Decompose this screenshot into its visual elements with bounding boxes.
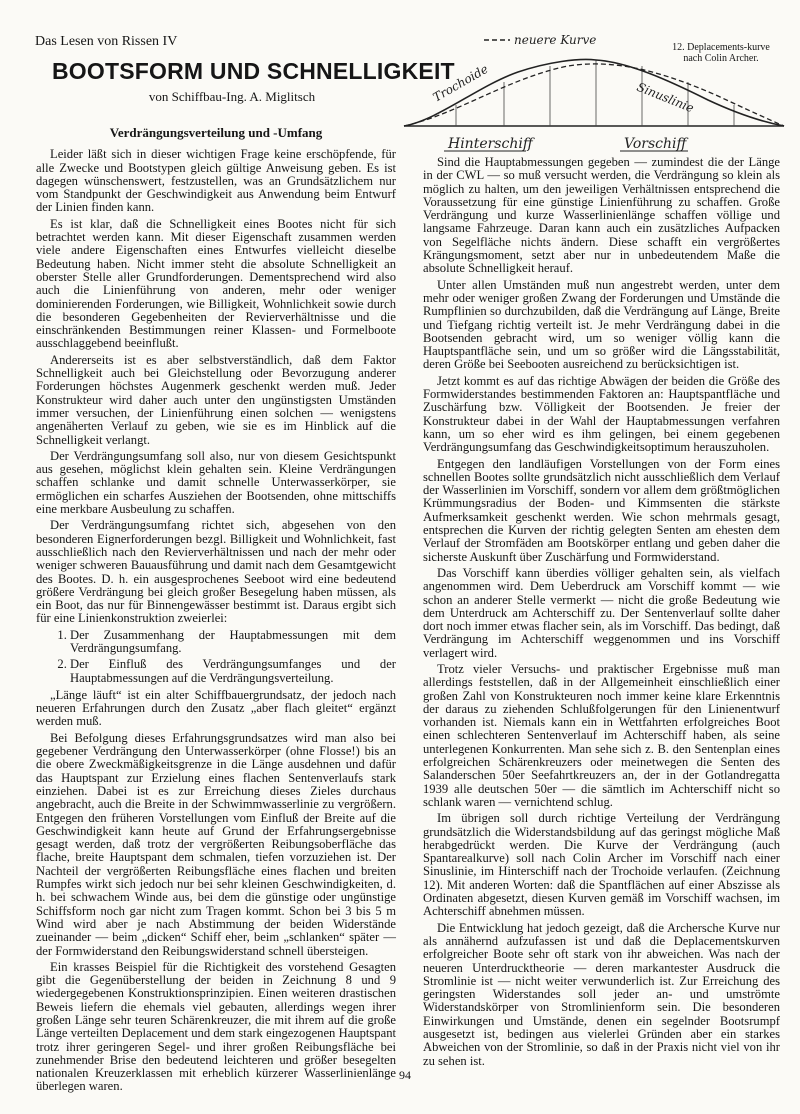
right-paragraph-8: Die Entwicklung hat jedoch gezeigt, daß die Archersche Kurve nur als annähernd aufzufassen ist und daß die Deplacementskurven erfolgreicher Boote sehr oft stark von ihr abweichen. Was nach der neueren Unterdrucktheorie — deren markantester Ausdruck die Stromlinie ist — nicht weiter verwunderlich ist. Zur Erreichung des geringsten Widerstandes soll jeder an- und umströmte Widerstandskörper von Stromlinienform sein. Die besonderen Einwirkungen und Umstände, denen ein segelnder Bootsrumpf ausgesetzt ist, bedingen aus vielerlei Gründen aber ein starkes Abweichen von der Stromlinie, so daß in der Praxis nicht viel von ihr zu sehen ist. [423,920,780,1068]
running-head: Das Lesen von Rissen IV [35,34,178,49]
right-paragraph-3: Jetzt kommt es auf das richtige Abwägen der beiden die Größe des Formwiderstandes bestimmenden Faktoren an: Hauptspantfläche und Zuschärfung bzw. Völligkeit der Bootsenden. Je freier der Konstrukteur dabei in der Wahl der Hauptabmessungen verfahren kann, um so eher wird es ihm gelingen, bei einem gegebenen Verdrängungsumfang das Geschwindigkeitsoptimum herauszuholen. [423,373,780,455]
list-item: 1. Der Zusammenhang der Hauptabmessungen mit dem Verdrängungsumfang. [70,629,396,656]
neuere-kurve-curve [404,61,784,126]
left-column [36,125,396,1094]
figure-caption: 12. Deplacements-kurve nach Colin Archer. [672,42,770,64]
left-paragraph-4: Der Verdrängungsumfang soll also, nur von diesem Gesichtspunkt aus gesehen, möglichst klein gehalten sein. Kleine Verdrängungen schaffen schlanke und damit schnelle Unterwasserkörper, sie ermöglichen ein scharfes Ausziehen der Bootsenden, ohne mittschiffs eine merkbare Ausbeulung zu schaffen. [36,448,396,517]
left-paragraph-6: „Länge läuft“ ist ein alter Schiffbauergrundsatz, der jedoch nach neueren Erfahrungen durch den Zusatz „aber flach gleitet“ ergänzt werden muß. [36,687,396,729]
left-paragraph-5: Der Verdrängungsumfang richtet sich, abgesehen von den besonderen Eignerforderungen bezgl. Billigkeit und Wohnlichkeit, fast ausschließlich nach den Revierverhältnissen und nach der mehr oder weniger schweren Bauausführung und damit nach dem Gesamtgewicht des Bootes. D. h. ein ausgesprochenes Seeboot wird eine bedeutend größere Verdrängung bei gleich großer Besegelung haben müssen, als ein Boot, das nur für Binnengewässer bestimmt ist. Daraus ergibt sich für eine Linienkonstruktion zweierlei: [36,518,396,626]
article-byline: von Schiffbau-Ing. A. Miglitsch [148,89,316,104]
figure-legend-label: neuere Kurve [514,33,597,47]
right-paragraph-6: Trotz vieler Versuchs- und praktischer Ergebnisse muß man allerdings feststellen, daß in der Allgemeinheit einschließlich einer großen Zahl von Konstrukteuren noch immer keine klare Erkenntnis der daraus zu ziehenden Schlußfolgerungen für den Linienentwurf vorhanden ist. Niemals kann ein in Wettfahrten erfolgreiches Boot einen schlechteren Sentenverlauf im Achterschiff haben, als seine unterlegenen Konkurrenten. Man sehe sich z. B. den Sentenplan eines erfolgreichen Schärenkreuzers oder meinetwegen die Senten des Salanderschen 50er Seefahrtkreuzers an, der in der Gotlandregatta 1939 alle deutschen 50er — die sämtlich im Achterschiff nicht so schlank waren — vernichtend schlug. [423,661,780,809]
right-column [423,156,780,1086]
right-paragraph-7: Im übrigen soll durch richtige Verteilung der Verdrängung grundsätzlich die Widerstandsbildung auf das geringst mögliche Maß herabgedrückt werden. Die Kurve der Verdrängung (auch Spantarealkurve) soll nach Colin Archer im Vorschiff nach einer Sinuslinie, im Hinterschiff nach der Trochoide verlaufen. (Zeichnung 12). Mit anderen Worten: daß die Spantflächen auf einer Abszisse als Ordinaten abgesetzt, diesen Kurven gemäß im Vorschiff wachsen, im Achterschiff abnehmen müssen. [423,811,780,919]
page-number: 94 [399,1068,411,1082]
right-paragraph-5: Das Vorschiff kann überdies völliger gehalten sein, als vielfach angenommen wird. Dem Ueberdruck am Vorschiff kommt — wie schon an anderer Stelle vermerkt — nicht die große Bedeutung wie dem Unterdruck am Achterschiff zu. Der Sentenverlauf sollte daher dort noch immer etwas flacher sein, als im Vorschiff. Das bedingt, daß Verdrängung im Achterschiff weggenommen und ins Vorschiff verlagert wird. [423,565,780,660]
left-paragraph-7: Bei Befolgung dieses Erfahrungsgrundsatzes wird man also bei gegebener Verdrängung den Unterwasserkörper (ohne Flosse!) bis an die obere Zweckmäßigkeitsgrenze in die Länge ausdehnen und dafür das Hauptspant zur Erzielung eines flachen Sentenverlaufs stark einziehen. Dabei ist es zur Erreichung dieses Zieles durchaus angebracht, auch die Breite in der Schwimmwasserlinie zu vergrößern. Entgegen den früheren Vorstellungen vom Einfluß der Breite auf die Geschwindigkeit kann heute auf Grund der Erfahrungsergebnisse gesagt werden, daß trotz der vergrößerten Reibungsoberfläche das flache, breite Hauptspant dem schmalen, tiefen vorzuziehen ist. Der Nachteil der vergrößerten Reibungsfläche eines flachen und breiten Rumpfes wirkt sich jedoch nur bei sehr kleinen Geschwindigkeiten, d. h. bei schwachem Winde aus, bei dem die günstige oder ungünstige Schiffsform noch gar nicht zum Tragen kommt. Schon bei 3 bis 5 m Wind wird aber je nach Abstimmung der beiden Widerstände zueinander — beim „dicken“ Schiff eher, beim „schlanken“ später — der Formwiderstand den Reibungswiderstand schnell übersteigen. [36,730,396,958]
left-paragraph-3: Andererseits ist es aber selbstverständlich, daß dem Faktor Schnelligkeit auch bei Gleichstellung oder Bevorzugung anderer Forderungen höchstes Augenmerk geschenkt werden muß. Jeder Konstrukteur wird daher auch unter den ungünstigsten Umständen immer versuchen, der Linienführung einen solchen — wenigstens angenäherten Verlauf zu geben, wie sie es im Hinblick auf die Schnelligkeit verlangt. [36,352,396,447]
article-title: BOOTSFORM UND SCHNELLIGKEIT [52,58,455,84]
sinuslinie-curve [596,60,784,126]
left-paragraph-8: Ein krasses Beispiel für die Richtigkeit des vorstehend Gesagten gibt die Gegenüberstellung der beiden in Zeichnung 8 und 9 wiedergegebenen Konstruktionsprinzipien. Einen weiteren drastischen Beweis liefern die ehemals viel gebauten, allerdings wegen ihrer großen Länge sehr teuren Schärenkreuzer, die mit ihrem auf die große Länge verteilten Deplacement und dem stark eingezogenen Hauptspant trotz ihrer geringeren Segel- und ihrer großen Reibungsfläche bei zunehmender Brise den bedeutend leichteren und größer besegelten nationalen Kreuzerklassen mit erheblich kürzerer Wasserlinienlänge überlegen waren. [36,959,396,1094]
left-paragraph-1: Leider läßt sich in dieser wichtigen Frage keine erschöpfende, für alle Zwecke und Bootstypen gleich gültige Anweisung geben. Es ist dagegen wünschenswert, festzustellen, was an Grundsätzlichem nur vom Standpunkt der Geschwindigkeit aus Anwendung beim Entwurf der Linien finden kann. [36,147,396,215]
right-paragraph-2: Unter allen Umständen muß nun angestrebt werden, unter dem mehr oder weniger großen Zwang der Forderungen und Umstände die Rumpflinien so durchzubilden, daß die Verdrängung auf Länge, Breite und Tiefgang richtig verteilt ist. Je mehr Verdrängung dabei in die Bootsenden gebracht wird, um so weniger völlig kann die Hauptspantfläche sein, und um so größer wird die Längsstabilität, deren Größe bei Seebooten ausreichend zu berücksichtigen ist. [423,277,780,372]
label-trochoide: Trochoide [430,61,491,105]
label-sinuslinie: Sinuslinie [634,79,696,116]
right-paragraph-1: Sind die Hauptabmessungen gegeben — zumindest die der Länge in der CWL — so muß versucht werden, die Verdrängung so klein als möglich zu halten, um den jeweiligen Verhältnissen entsprechend die Voraussetzung für eine günstige Linienführung zu schaffen. Große Verdrängung und kurze Wasserlinienlänge schaffen völlige und langsame Fahrzeuge. Daran kann auch ein zusätzliches Aufpacken von Segelfläche nichts ändern. Diese schafft ein vergrößertes Krängungsmoment, setzt aber nur in unbedeutendem Maße die absolute Schnelligkeit herauf. [423,155,780,276]
label-hinterschiff: Hinterschiff [448,136,533,152]
right-paragraph-4: Entgegen den landläufigen Vorstellungen von der Form eines schnellen Bootes sollte grundsätzlich nicht ausschließlich dem Verlauf der Wasserlinien im Vorschiff, sondern vor allem dem größtmöglichen Krümmungsradius der Boden- und Kimmsenten die stärkste Aufmerksamkeit geschenkt werden. Wie schon mehrmals gesagt, entsprechen die Kurven der richtig gelegten Senten am ehesten dem Verlauf der Stromfäden am Bootskörper entlang und geben daher die sicherste Auskunft über Zuschärfung und Formwiderstand. [423,456,780,564]
left-paragraph-2: Es ist klar, daß die Schnelligkeit eines Bootes nicht für sich betrachtet werden kann. Mit dieser Eigenschaft zusammen werden viele andere Eigenschaften eines Entwurfes vielleicht dieselbe Bedeutung haben. Nicht immer steht die absolute Schnelligkeit an oberster Stelle aller Grundforderungen. Dementsprechend wird also auch die Linienführung von anderen, mehr oder weniger dominierenden Forderungen, wie Billigkeit, Wohnlichkeit sowie durch die besonderen Gegebenheiten der Revierverhältnisse und die einschränkenden Bestimmungen reiner Klassen- und Formelboote ausschlaggebend beeinflußt. [36,216,396,351]
label-vorschiff: Vorschiff [624,136,687,152]
list-item: 2. Der Einfluß des Verdrängungsumfanges und der Hauptabmessungen auf die Verdrängungsverteilung. [70,658,396,685]
section-subtitle: Verdrängungsverteilung und -Umfang [109,125,323,140]
requirements-list [36,629,396,685]
